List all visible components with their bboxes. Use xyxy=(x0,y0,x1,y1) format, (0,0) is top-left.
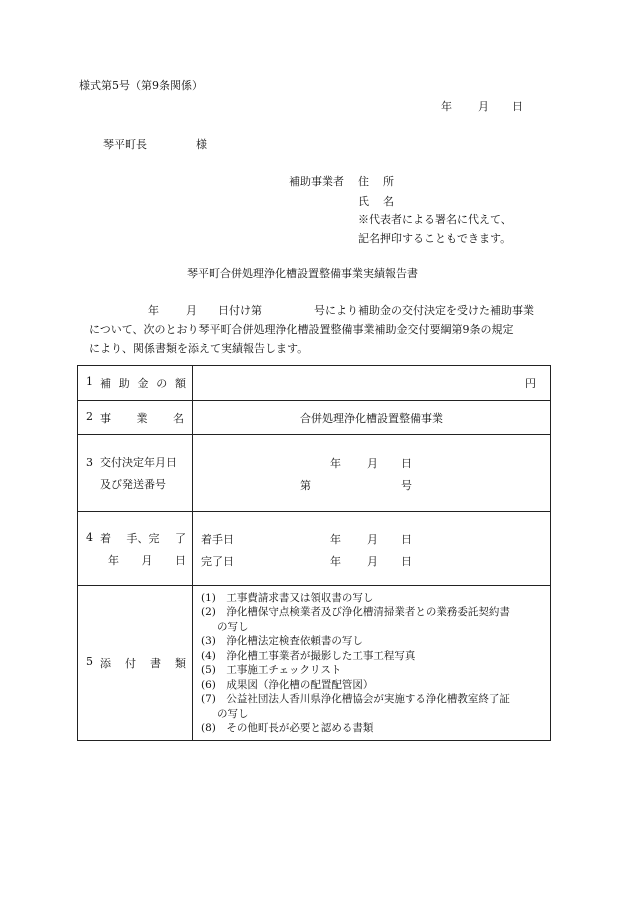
subsidy-amount-field[interactable] xyxy=(193,366,551,401)
address-label-1: 住 xyxy=(358,175,369,188)
table-row xyxy=(78,366,551,401)
table-row xyxy=(78,401,551,435)
row3-label-line2: 及び発送番号 xyxy=(100,478,166,491)
addressee-name: 琴平町長 xyxy=(103,138,147,151)
list-item: (8) その他町長が必要と認める書類 xyxy=(201,722,374,734)
project-name-field xyxy=(193,401,551,435)
body-month: 月 xyxy=(186,304,197,317)
list-item: (2) 浄化槽保守点検業者及び浄化槽清掃業者との業務委託契約書 xyxy=(201,606,510,618)
date-year-label: 年 xyxy=(441,100,452,113)
signature-note-1: ※代表者による署名に代えて、 xyxy=(358,213,512,226)
body-line1-rest: 号により補助金の交付決定を受けた補助事業 xyxy=(314,304,534,317)
construction-dates-field[interactable] xyxy=(193,512,551,586)
body-year: 年 xyxy=(148,304,159,317)
body-line3: により、関係書類を添えて実績報告します。 xyxy=(89,342,309,355)
address-label-2: 所 xyxy=(383,175,394,188)
list-item: (5) 工事施工チェックリスト xyxy=(201,664,342,676)
list-item: の写し xyxy=(217,707,249,720)
start-year: 年 xyxy=(330,532,341,546)
end-month: 月 xyxy=(367,554,378,568)
row5-label-char: 類 xyxy=(175,657,186,670)
end-year: 年 xyxy=(330,554,341,568)
r3-month: 月 xyxy=(367,457,378,470)
form-number: 様式第5号（第9条関係） xyxy=(79,79,203,92)
row1-number: 1 xyxy=(86,375,93,388)
date-month-label: 月 xyxy=(478,100,489,113)
r3-go: 号 xyxy=(401,479,412,492)
row4-label-char: 着 xyxy=(100,531,111,545)
row1-label xyxy=(78,366,193,401)
row4-label xyxy=(78,512,193,586)
row1-label-char: 額 xyxy=(175,377,186,390)
row5-label-char: 書 xyxy=(150,657,161,670)
report-table xyxy=(77,365,551,741)
row2-label-char: 名 xyxy=(173,411,184,425)
row4-number: 4 xyxy=(86,531,93,544)
row4-label-char: 手、完 xyxy=(126,531,160,545)
body-line2: について、次のとおり琴平町合併処理浄化槽設置整備事業補助金交付要綱第9条の規定 xyxy=(89,323,514,336)
row3-label-line1: 交付決定年月日 xyxy=(100,456,177,469)
row5-label-char: 添 xyxy=(100,657,111,670)
table-row xyxy=(78,586,551,741)
start-month: 月 xyxy=(367,532,378,546)
list-item: (1) 工事費請求書又は領収書の写し xyxy=(201,591,374,604)
row2-label-char: 業 xyxy=(136,411,148,425)
end-date-label: 完了日 xyxy=(201,554,234,568)
row2-number: 2 xyxy=(86,409,93,423)
row1-label-char: の xyxy=(156,377,168,390)
list-item: の写し xyxy=(217,620,249,633)
signature-note-2: 記名押印することもできます。 xyxy=(358,232,512,245)
body-day-ref: 日付け第 xyxy=(218,304,262,317)
list-item: (6) 成果図（浄化槽の配置配管図） xyxy=(201,678,374,691)
name-label-2: 名 xyxy=(383,195,394,208)
row5-label xyxy=(78,586,193,741)
row1-label-char: 補 xyxy=(100,377,111,390)
list-item: (7) 公益社団法人香川県浄化槽協会が実施する浄化槽教室終了証 xyxy=(201,693,510,705)
start-date-label: 着手日 xyxy=(201,532,234,546)
list-item: (4) 浄化槽工事業者が撮影した工事工程写真 xyxy=(201,649,416,662)
row4-label-char: 年 xyxy=(108,553,119,567)
r3-day: 日 xyxy=(401,457,412,470)
row2-label xyxy=(78,401,193,435)
row3-number: 3 xyxy=(86,455,93,469)
end-day: 日 xyxy=(401,554,412,568)
yen-unit: 円 xyxy=(525,377,536,390)
r3-year: 年 xyxy=(330,457,341,470)
project-name: 合併処理浄化槽設置整備事業 xyxy=(300,411,443,425)
list-item: (3) 浄化槽法定検査依頼書の写し xyxy=(201,635,363,647)
addressee-honorific: 様 xyxy=(196,138,207,151)
r3-dai: 第 xyxy=(300,479,311,492)
row1-label-char: 金 xyxy=(137,377,149,390)
row2-label-char: 事 xyxy=(100,411,111,425)
start-day: 日 xyxy=(401,532,412,546)
table-row xyxy=(78,435,551,512)
applicant-role: 補助事業者 xyxy=(289,175,344,188)
attachments-list xyxy=(193,586,551,741)
table-row xyxy=(78,512,551,586)
row4-label-char: 了 xyxy=(175,531,186,545)
row5-number: 5 xyxy=(86,655,93,668)
row3-label xyxy=(78,435,193,512)
document-title: 琴平町合併処理浄化槽設置整備事業実績報告書 xyxy=(187,267,418,280)
row1-label-char: 助 xyxy=(118,377,130,390)
row4-label-char: 月 xyxy=(141,553,153,567)
date-day-label: 日 xyxy=(512,100,523,113)
row5-label-char: 付 xyxy=(125,657,136,670)
decision-date-field[interactable] xyxy=(193,435,551,512)
name-label-1: 氏 xyxy=(358,195,369,208)
row4-label-char: 日 xyxy=(175,553,186,567)
